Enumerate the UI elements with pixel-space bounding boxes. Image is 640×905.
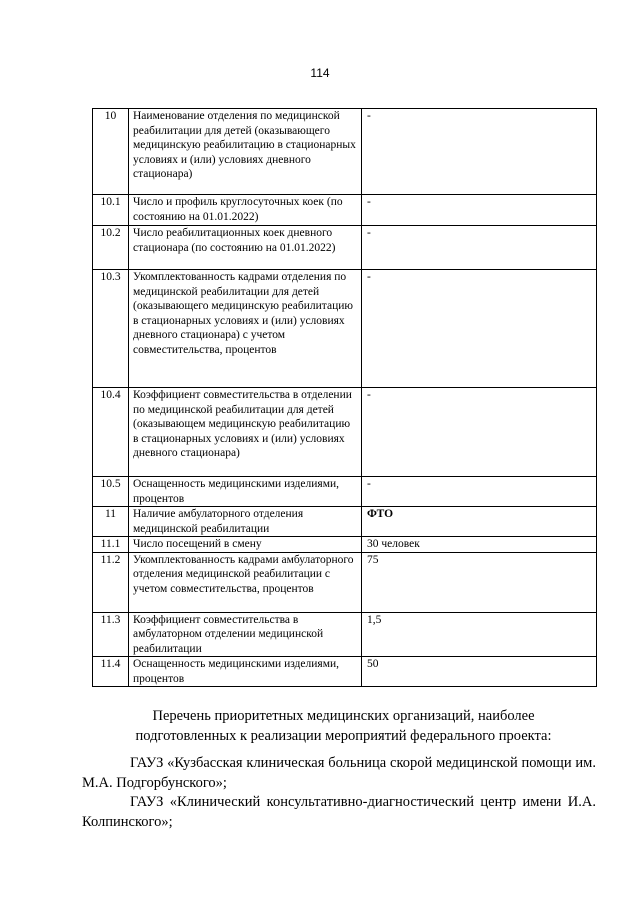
table-row: [93, 537, 597, 553]
row-label: Укомплектованность кадрами отделения по медицинской реабилитации для детей (оказывающего медицинскую реабилитацию в стационарных условиях и (или) условиях дневного стационара) с учетом совместительства, процентов: [129, 270, 362, 388]
table-row: [93, 657, 597, 687]
organization-item: ГАУЗ «Клинический консультативно-диагностический центр имени И.А. Колпинского»;: [82, 794, 596, 830]
row-number: 10.2: [93, 226, 129, 270]
row-value: ФТО: [362, 507, 597, 537]
table-row: [93, 226, 597, 270]
row-number: 10.3: [93, 270, 129, 388]
row-label: Оснащенность медицинскими изделиями, процентов: [129, 657, 362, 687]
row-value: -: [362, 477, 597, 507]
organization-list: [82, 754, 596, 832]
row-number: 10.1: [93, 195, 129, 226]
table-row: [93, 552, 597, 612]
row-value: 75: [362, 552, 597, 612]
section-heading-line: Перечень приоритетных медицинских организаций, наиболее: [152, 708, 535, 724]
table-row: [93, 388, 597, 477]
row-value: -: [362, 195, 597, 226]
row-value: -: [362, 388, 597, 477]
table-row: [93, 270, 597, 388]
row-value: -: [362, 270, 597, 388]
row-label: Укомплектованность кадрами амбулаторного отделения медицинской реабилитации с учетом совместительства, процентов: [129, 552, 362, 612]
row-number: 11: [93, 507, 129, 537]
section-heading: [95, 706, 592, 746]
row-number: 11.1: [93, 537, 129, 553]
row-value: 50: [362, 657, 597, 687]
table-row: [93, 477, 597, 507]
row-number: 11.2: [93, 552, 129, 612]
row-label: Коэффициент совместительства в отделении по медицинской реабилитации для детей (оказывающем медицинскую реабилитацию в стационарных условиях и (или) условиях дневного стационара): [129, 388, 362, 477]
row-number: 11.4: [93, 657, 129, 687]
table-row: [93, 612, 597, 657]
row-value: -: [362, 109, 597, 195]
table-row: [93, 507, 597, 537]
row-label: Наличие амбулаторного отделения медицинской реабилитации: [129, 507, 362, 537]
row-value: -: [362, 226, 597, 270]
row-value: 30 человек: [362, 537, 597, 553]
table-row: [93, 109, 597, 195]
row-number: 11.3: [93, 612, 129, 657]
row-label: Оснащенность медицинскими изделиями, процентов: [129, 477, 362, 507]
row-number: 10: [93, 109, 129, 195]
page-number: 114: [310, 66, 330, 80]
row-value: 1,5: [362, 612, 597, 657]
table-row: [93, 195, 597, 226]
row-label: Число посещений в смену: [129, 537, 362, 553]
row-label: Число реабилитационных коек дневного стационара (по состоянию на 01.01.2022): [129, 226, 362, 270]
organization-item: ГАУЗ «Кузбасская клиническая больница скорой медицинской помощи им. М.А. Подгорбунского»;: [82, 755, 596, 791]
row-number: 10.4: [93, 388, 129, 477]
section-heading-line: подготовленных к реализации мероприятий федерального проекта:: [135, 728, 552, 744]
row-label: Число и профиль круглосуточных коек (по состоянию на 01.01.2022): [129, 195, 362, 226]
row-number: 10.5: [93, 477, 129, 507]
row-label: Наименование отделения по медицинской реабилитации для детей (оказывающего медицинскую реабилитацию в стационарных условиях и (или) условиях дневного стационара): [129, 109, 362, 195]
row-label: Коэффициент совместительства в амбулаторном отделении медицинской реабилитации: [129, 612, 362, 657]
rehabilitation-data-table: [92, 108, 597, 687]
